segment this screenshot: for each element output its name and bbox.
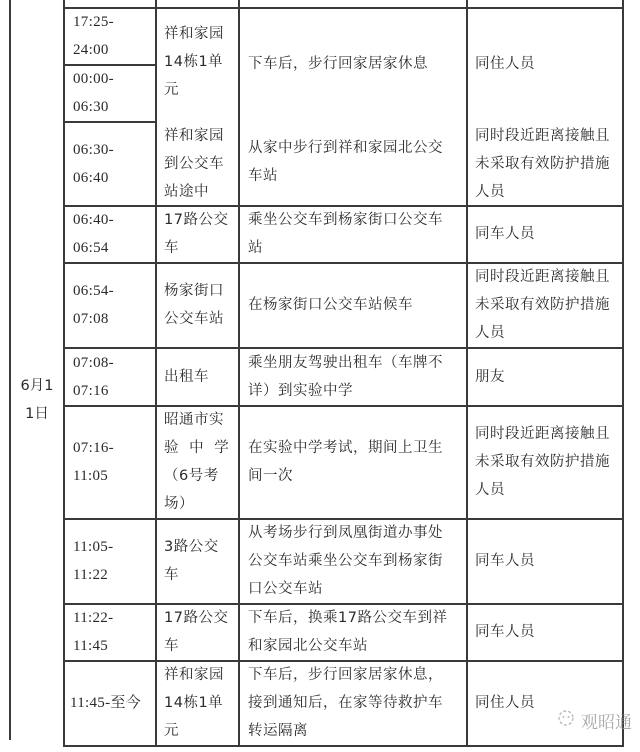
activity-line: 下车后，步行回家居家休息， (248, 667, 443, 683)
time-cell (64, 65, 155, 121)
table-bottom-border (63, 745, 624, 747)
time-start: 17:25- (73, 14, 114, 30)
location-line: 出租车 (164, 368, 209, 385)
contact-line: 未采取有效防护措施 (475, 156, 610, 172)
activity-cell (240, 406, 466, 518)
contact-line: 人员 (475, 184, 505, 200)
time-cell (64, 519, 155, 603)
contact-cell (467, 604, 622, 660)
time-cell (64, 406, 155, 518)
location-line: 到公交车 (164, 156, 224, 172)
date-label: 6月11日 (20, 378, 54, 422)
location-line: 14栋1单 (164, 695, 224, 711)
location-line: （6号考 (164, 468, 219, 484)
contact-line: 人员 (475, 325, 505, 341)
location-line: 昭通市实 (164, 412, 224, 428)
location-line: 元 (164, 82, 179, 98)
time-end: 06:30 (73, 99, 109, 115)
contact-cell-walk (467, 122, 622, 206)
contact-text: 同车人员 (475, 624, 535, 640)
location-line: 场） (164, 496, 194, 512)
contact-line: 同时段近距离接触且 (475, 128, 610, 144)
contact-cell (467, 263, 622, 347)
contact-text: 朋友 (475, 368, 505, 385)
activity-line: 站 (248, 240, 263, 256)
activity-cell (240, 604, 466, 660)
time-start: 07:16- (73, 440, 114, 456)
activity-line: 和家园北公交车站 (248, 638, 368, 654)
table-right-border (622, 0, 624, 746)
time-end: 07:16 (73, 382, 109, 399)
location-line: 17路公交 (164, 610, 229, 626)
location-line: 验 中 学 (164, 440, 232, 456)
contact-cell (467, 206, 622, 262)
location-line: 3路公交 (164, 539, 219, 555)
time-start: 06:30- (73, 141, 114, 158)
activity-text: 下车后，步行回家居家休息 (248, 56, 428, 72)
activity-line: 转运隔离 (248, 723, 308, 739)
activity-line: 从考场步行到凤凰街道办事处 (248, 525, 443, 541)
contact-line: 人员 (475, 482, 505, 498)
time-end: 11:45 (73, 638, 109, 654)
activity-line: 在杨家街口公交车站候车 (248, 297, 413, 313)
time-end: 06:54 (73, 240, 109, 256)
time-cell (64, 348, 155, 405)
activity-line: 公交车站乘坐公交车到杨家街 (248, 553, 443, 569)
location-cell (157, 661, 238, 745)
time-start: 06:40- (73, 212, 114, 228)
time-cell (64, 661, 155, 745)
time-start: 11:05- (73, 539, 114, 555)
time-cell (64, 122, 155, 205)
activity-line: 下车后，换乘17路公交车到祥 (248, 610, 448, 626)
activity-cell (240, 263, 466, 347)
activity-line: 乘坐公交车到杨家街口公交车 (248, 212, 443, 228)
time-range: 11:45-至今 (70, 695, 142, 711)
location-cell (157, 348, 238, 405)
location-line: 14栋1单 (164, 54, 224, 70)
activity-line: 接到通知后，在家等待救护车 (248, 695, 443, 711)
location-cell (157, 604, 238, 660)
activity-cell (240, 519, 466, 603)
location-cell (157, 406, 238, 518)
contact-text: 同车人员 (475, 226, 535, 242)
time-end: 11:05 (73, 468, 109, 484)
activity-line: 口公交车站 (248, 581, 323, 597)
time-start: 06:54- (73, 283, 114, 299)
activity-line: 详）到实验中学 (248, 382, 353, 399)
location-line: 车 (164, 567, 179, 583)
contact-line: 未采取有效防护措施 (475, 297, 610, 313)
time-start: 07:08- (73, 354, 114, 371)
activity-line: 在实验中学考试，期间上卫生 (248, 440, 443, 456)
time-end: 24:00 (73, 42, 109, 58)
watermark-text: 观昭通 (581, 713, 632, 733)
location-line: 站途中 (164, 184, 209, 200)
contact-text: 同住人员 (475, 695, 535, 711)
location-line: 杨家街口 (164, 283, 224, 299)
watermark (555, 708, 632, 733)
activity-line: 从家中步行到祥和家园北公交 (248, 140, 443, 156)
location-cell (157, 263, 238, 347)
location-cell (157, 206, 238, 262)
contact-cell (467, 519, 622, 603)
activity-cell (240, 206, 466, 262)
location-line: 祥和家园 (164, 667, 224, 683)
location-line: 车 (164, 638, 179, 654)
contact-line: 同时段近距离接触且 (475, 426, 610, 442)
time-cell (64, 206, 155, 262)
location-line: 元 (164, 723, 179, 739)
activity-cell (240, 661, 466, 745)
date-cell (11, 370, 63, 430)
location-line: 17路公交 (164, 212, 229, 228)
activity-line: 车站 (248, 168, 278, 184)
time-cell (64, 8, 155, 64)
activity-cell (240, 348, 466, 405)
location-cell-home (157, 20, 238, 104)
contact-text: 同住人员 (475, 56, 535, 72)
location-line: 祥和家园 (164, 128, 224, 144)
activity-cell-home (240, 50, 466, 78)
activity-cell-walk (240, 134, 466, 190)
location-line: 公交车站 (164, 311, 224, 327)
time-cell (64, 604, 155, 660)
contact-line: 同时段近距离接触且 (475, 269, 610, 285)
time-end: 07:08 (73, 311, 109, 327)
contact-cell-home (467, 50, 622, 78)
time-end: 06:40 (73, 169, 109, 186)
time-start: 11:22- (73, 610, 114, 626)
contact-text: 同车人员 (475, 553, 535, 569)
contact-line: 未采取有效防护措施 (475, 454, 610, 470)
location-line: 祥和家园 (164, 26, 224, 42)
location-line: 车 (164, 240, 179, 256)
location-cell (157, 519, 238, 603)
activity-line: 乘坐朋友驾驶出租车（车牌不 (248, 354, 443, 371)
time-cell (64, 263, 155, 347)
contact-cell (467, 348, 622, 405)
contact-cell (467, 406, 622, 518)
activity-line: 间一次 (248, 468, 293, 484)
location-cell-walk (157, 122, 238, 206)
time-end: 11:22 (73, 567, 109, 583)
time-start: 00:00- (73, 71, 114, 87)
wechat-official-account-icon (555, 708, 581, 733)
